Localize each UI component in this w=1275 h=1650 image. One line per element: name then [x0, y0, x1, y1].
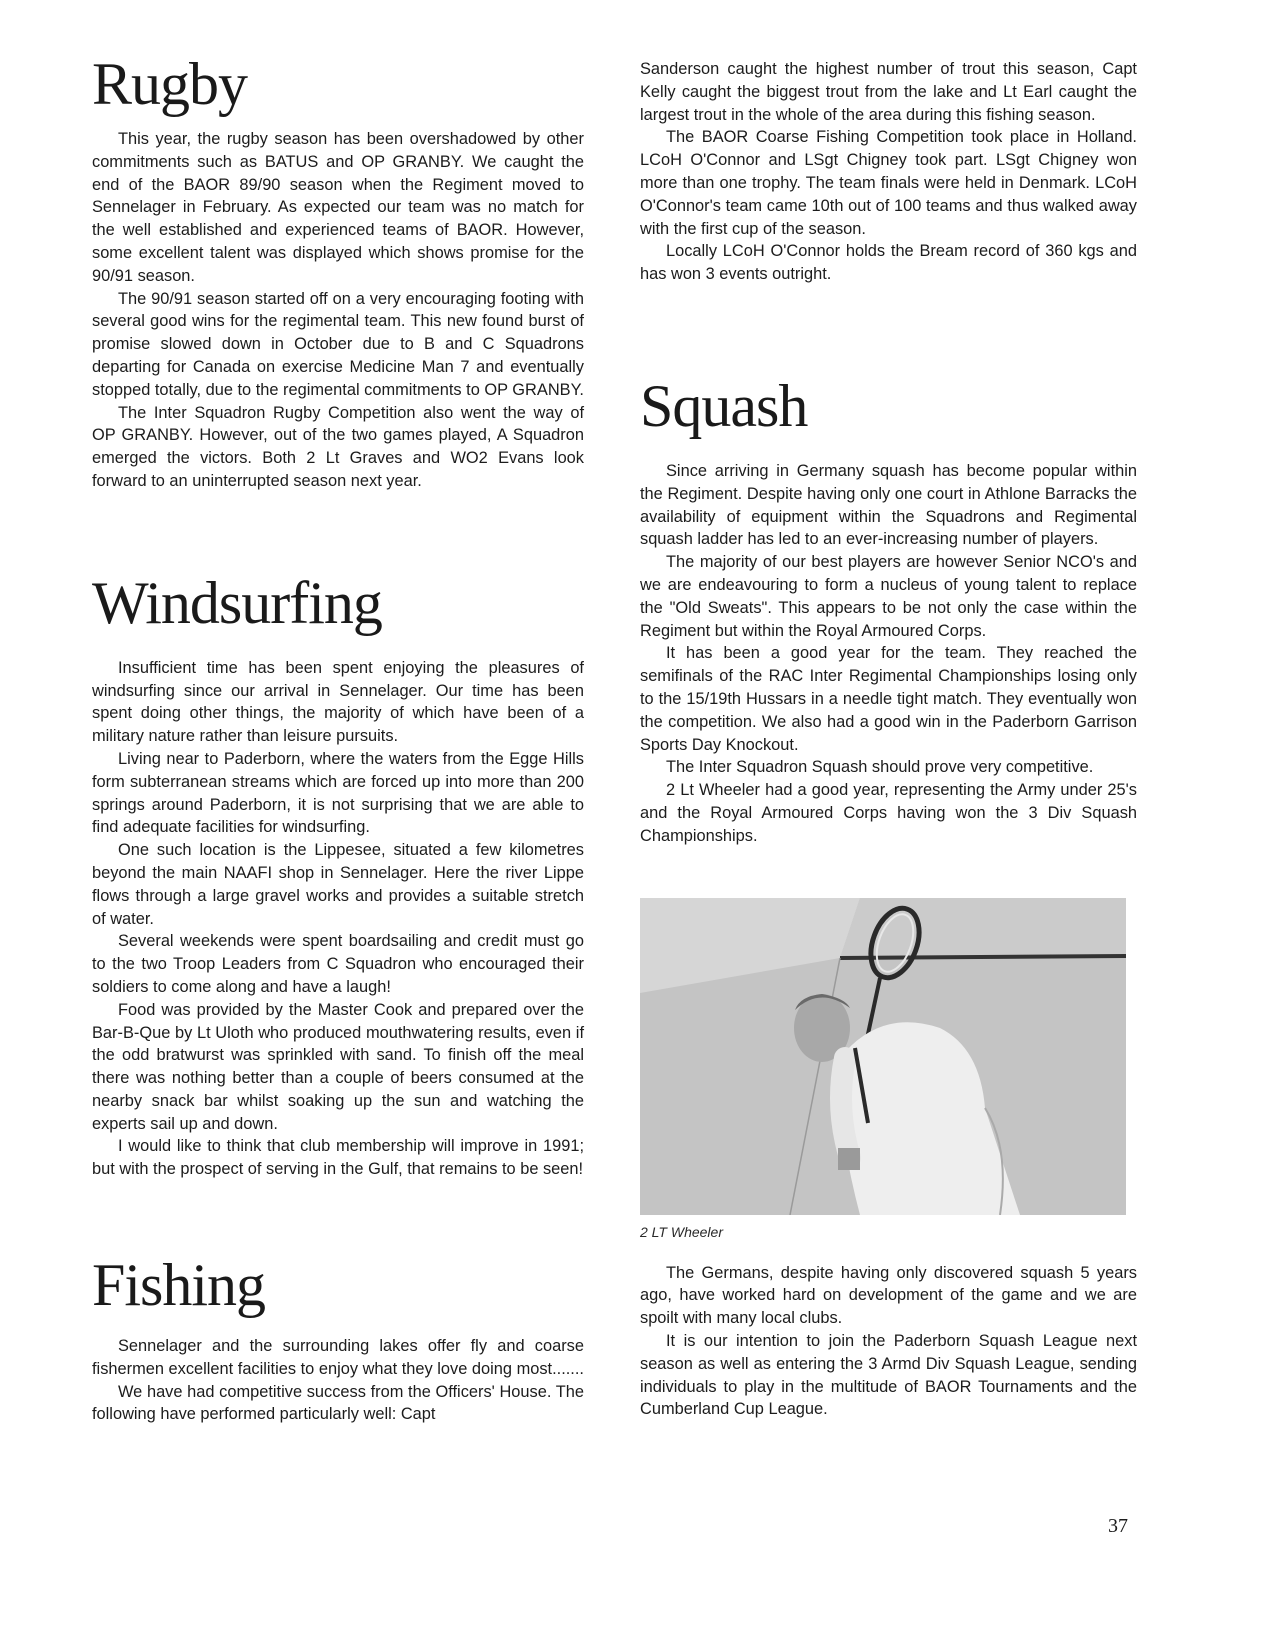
squash-paragraph-4: The Inter Squadron Squash should prove very competitive. — [666, 758, 1094, 777]
squash-paragraph-2: The majority of our best players are however Senior NCO's and we are endeavouring to form a nucleus of young talent to replace the "Old Sweats". This appears to be not only the case within the Regiment but within the Royal Armoured Corps. — [640, 553, 1137, 640]
left-column — [92, 52, 584, 1426]
fishing-paragraph-2: We have had competitive success from the Officers' House. The following have performed particularly well: Capt — [92, 1382, 584, 1424]
squash-heading: Squash — [640, 372, 808, 439]
windsurfing-paragraph-6: I would like to think that club membership will improve in 1991; but with the prospect of serving in the Gulf, that remains to be seen! — [92, 1137, 584, 1179]
squash-player-photo — [640, 898, 1126, 1215]
page-number: 37 — [1108, 1515, 1128, 1537]
fishing-continued-paragraph-1: Sanderson caught the highest number of trout this season, Capt Kelly caught the biggest trout from the lake and Lt Earl caught the largest trout in the whole of the area during this fishing season. — [640, 60, 1137, 124]
squash-after-photo-paragraph-2: It is our intention to join the Paderborn Squash League next season as well as entering the 3 Armd Div Squash League, sending individuals to play in the multitude of BAOR Tournaments and the Cumberland Cup League. — [640, 1331, 1137, 1419]
windsurfing-paragraph-4: Several weekends were spent boardsailing and credit must go to the two Troop Leaders from C Squadron who encouraged their soldiers to come along and have a laugh! — [92, 932, 584, 996]
squash-after-photo-paragraph-1: The Germans, despite having only discovered squash 5 years ago, have worked hard on development of the game and we are spoilt with many local clubs. — [640, 1263, 1137, 1328]
windsurfing-paragraph-1: Insufficient time has been spent enjoying the pleasures of windsurfing since our arrival in Sennelager. Our time has been spent doing other things, the majority of which have been of a military nature rather than leisure pursuits. — [92, 658, 584, 746]
windsurfing-heading: Windsurfing — [92, 569, 382, 636]
windsurfing-paragraph-3: One such location is the Lippesee, situated a few kilometres beyond the main NAAFI shop in Sennelager. Here the river Lippe flows through a large gravel works and provides a suitable stretch of water. — [92, 841, 584, 928]
rugby-paragraph-3: The Inter Squadron Rugby Competition also went the way of OP GRANBY. However, out of the two games played, A Squadron emerged the victors. Both 2 Lt Graves and WO2 Evans look forward to an uninterrupted season next year. — [92, 403, 584, 490]
rugby-heading: Rugby — [92, 51, 248, 117]
fishing-continued-paragraph-2: The BAOR Coarse Fishing Competition took place in Holland. LCoH O'Connor and LSgt Chigney took part. LSgt Chigney won more than one trophy. The team finals were held in Denmark. LCoH O'Connor's team came 10th out of 100 teams and thus walked away with the first cup of the season. — [640, 128, 1137, 238]
squash-paragraph-3: It has been a good year for the team. They reached the semifinals of the RAC Inter Regimental Championships losing only to the 15/19th Hussars in a needle tight match. They eventually won the competition. We also had a good win in the Paderborn Garrison Sports Day Knockout. — [640, 644, 1137, 754]
fishing-continued-paragraph-3: Locally LCoH O'Connor holds the Bream record of 360 kgs and has won 3 events outright. — [640, 242, 1137, 284]
squash-player-illustration — [640, 898, 1126, 1215]
right-column — [640, 58, 1137, 1421]
fishing-heading: Fishing — [92, 1252, 266, 1319]
photo-caption: 2 LT Wheeler — [640, 1223, 723, 1240]
rugby-paragraph-1: This year, the rugby season has been overshadowed by other commitments such as BATUS and OP GRANBY. We caught the end of the BAOR 89/90 season when the Regiment moved to Sennelager in February. As expected our team was no match for the well established and experienced teams of BAOR. However, some excellent talent was displayed which shows promise for the 90/91 season. — [92, 130, 584, 285]
squash-paragraph-1: Since arriving in Germany squash has become popular within the Regiment. Despite having only one court in Athlone Barracks the availability of equipment within the Squadrons and Regimental squash ladder has led to an ever-increasing number of players. — [640, 461, 1137, 549]
rugby-paragraph-2: The 90/91 season started off on a very encouraging footing with several good wins for the regimental team. This new found burst of promise slowed down in October due to B and C Squadrons departing for Canada on exercise Medicine Man 7 and eventually stopped totally, due to the regimental commitments to OP GRANBY. — [92, 289, 584, 399]
windsurfing-paragraph-2: Living near to Paderborn, where the waters from the Egge Hills form subterranean streams which are forced up into more than 200 springs around Paderborn, it is not surprising that we are able to find adequate facilities for windsurfing. — [92, 749, 584, 837]
squash-paragraph-5: 2 Lt Wheeler had a good year, representing the Army under 25's and the Royal Armoured Corps having won the 3 Div Squash Championships. — [640, 781, 1137, 845]
windsurfing-paragraph-5: Food was provided by the Master Cook and prepared over the Bar-B-Que by Lt Uloth who produced mouthwatering results, even if the odd bratwurst was sprinkled with sand. To finish off the meal there was nothing better than a couple of beers consumed at the nearby snack bar whilst soaking up the sun and watching the experts sail up and down. — [92, 1000, 584, 1133]
fishing-paragraph-1: Sennelager and the surrounding lakes offer fly and coarse fishermen excellent facilities to enjoy what they love doing most....... — [92, 1337, 584, 1378]
